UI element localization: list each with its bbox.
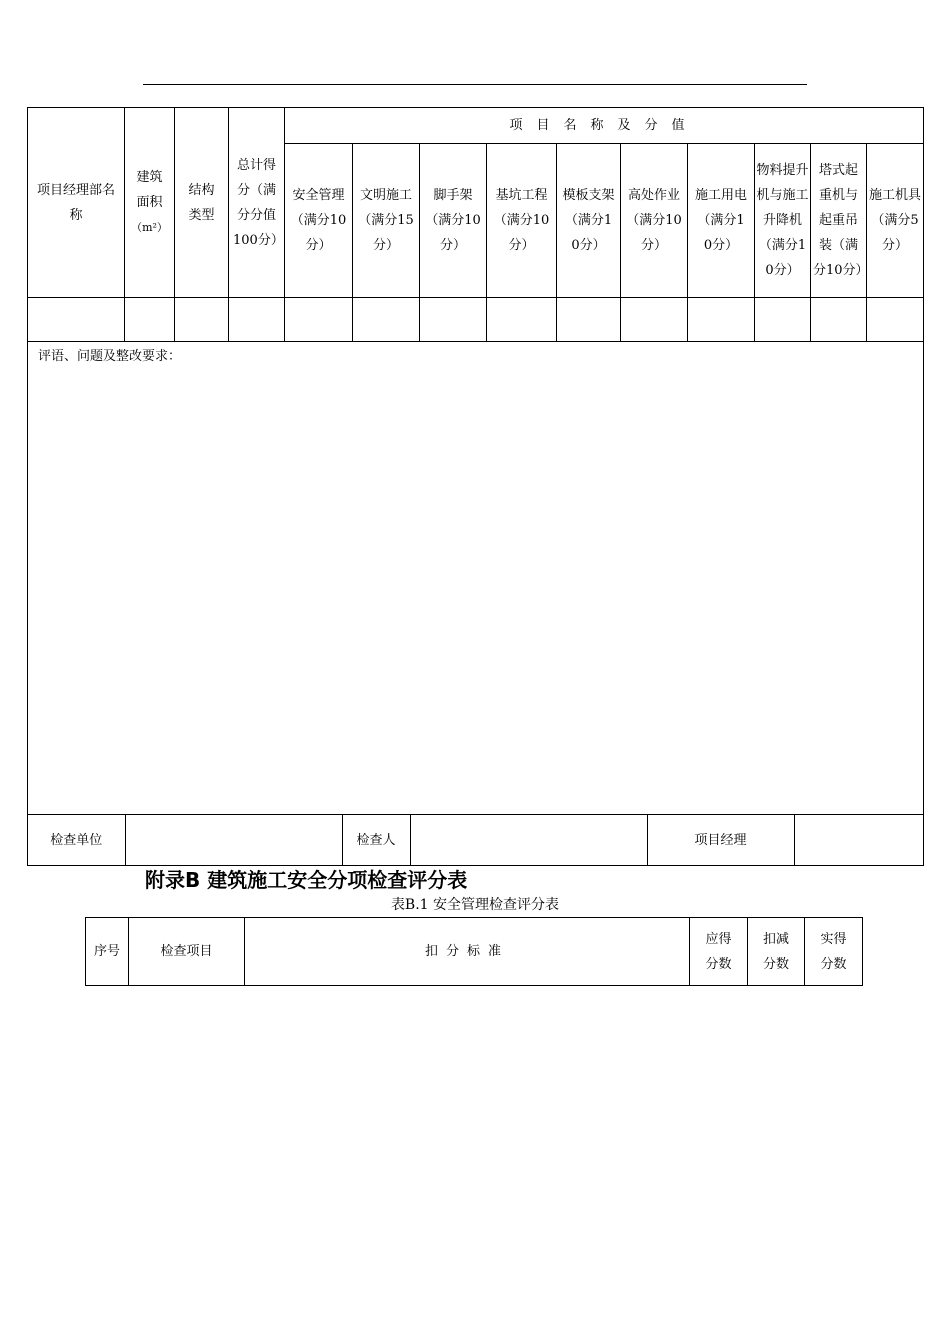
header-item-civilized-construction: 文明施工（满分15分） [353, 144, 420, 298]
header-deduction-standard: 扣分标准 [245, 918, 690, 986]
cell-item-score[interactable] [285, 298, 353, 342]
cell-item-score[interactable] [688, 298, 755, 342]
pm-label: 项目经理 [647, 815, 794, 865]
summary-table [27, 107, 924, 866]
appendix-heading: 附录B 建筑施工安全分项检查评分表 [145, 868, 468, 892]
top-rule [143, 84, 807, 85]
cell-item-score[interactable] [420, 298, 487, 342]
cell-item-score[interactable] [811, 298, 867, 342]
cell-structure[interactable] [175, 298, 229, 342]
header-serial-no: 序号 [86, 918, 129, 986]
table-caption: 表B.1 安全管理检查评分表 [390, 897, 560, 913]
cell-item-score[interactable] [557, 298, 621, 342]
cell-project-dept[interactable] [28, 298, 125, 342]
signature-row [28, 815, 923, 865]
header-item-safety-mgmt: 安全管理（满分10分） [285, 144, 353, 298]
header-building-area [125, 108, 175, 298]
cell-area[interactable] [125, 298, 175, 342]
header-area-unit: （m²） [131, 221, 168, 234]
cell-item-score[interactable] [755, 298, 811, 342]
score-entry-row [28, 298, 924, 342]
score-table [85, 917, 863, 986]
header-deducted-score: 扣减分数 [748, 918, 805, 986]
header-item-work-at-height: 高处作业（满分10分） [621, 144, 688, 298]
header-project-dept: 项目经理部名 称 [28, 108, 125, 298]
header-due-score: 应得分数 [690, 918, 748, 986]
header-item-scaffold: 脚手架（满分10分） [420, 144, 487, 298]
header-item-foundation-pit: 基坑工程（满分10分） [487, 144, 557, 298]
header-check-item: 检查项目 [129, 918, 245, 986]
inspect-unit-field[interactable] [125, 815, 342, 865]
pm-field[interactable] [794, 815, 923, 865]
inspect-unit-label: 检查单位 [28, 815, 125, 865]
cell-item-score[interactable] [621, 298, 688, 342]
header-item-electricity: 施工用电（满分10分） [688, 144, 755, 298]
cell-total[interactable] [229, 298, 285, 342]
header-item-formwork: 模板支架（满分10分） [557, 144, 621, 298]
cell-item-score[interactable] [867, 298, 924, 342]
header-actual-score: 实得分数 [805, 918, 863, 986]
header-item-machinery: 施工机具（满分5分） [867, 144, 924, 298]
cell-item-score[interactable] [487, 298, 557, 342]
header-total-score: 总计得分（满分分值100分） [229, 108, 285, 298]
header-item-hoist: 物料提升机与施工升降机（满分10分） [755, 144, 811, 298]
header-area-line1: 建筑 [136, 170, 163, 185]
cell-item-score[interactable] [353, 298, 420, 342]
inspector-label: 检查人 [342, 815, 410, 865]
header-structure-type: 结构类型 [175, 108, 229, 298]
header-area-line2: 面积 [136, 195, 163, 210]
inspector-field[interactable] [410, 815, 647, 865]
header-item-group: 项目名称及分值 [285, 108, 924, 144]
comment-label: 评语、问题及整改要求： [38, 349, 182, 364]
header-item-tower-crane: 塔式起重机与起重吊装（满分10分） [811, 144, 867, 298]
comment-area[interactable] [28, 342, 924, 815]
